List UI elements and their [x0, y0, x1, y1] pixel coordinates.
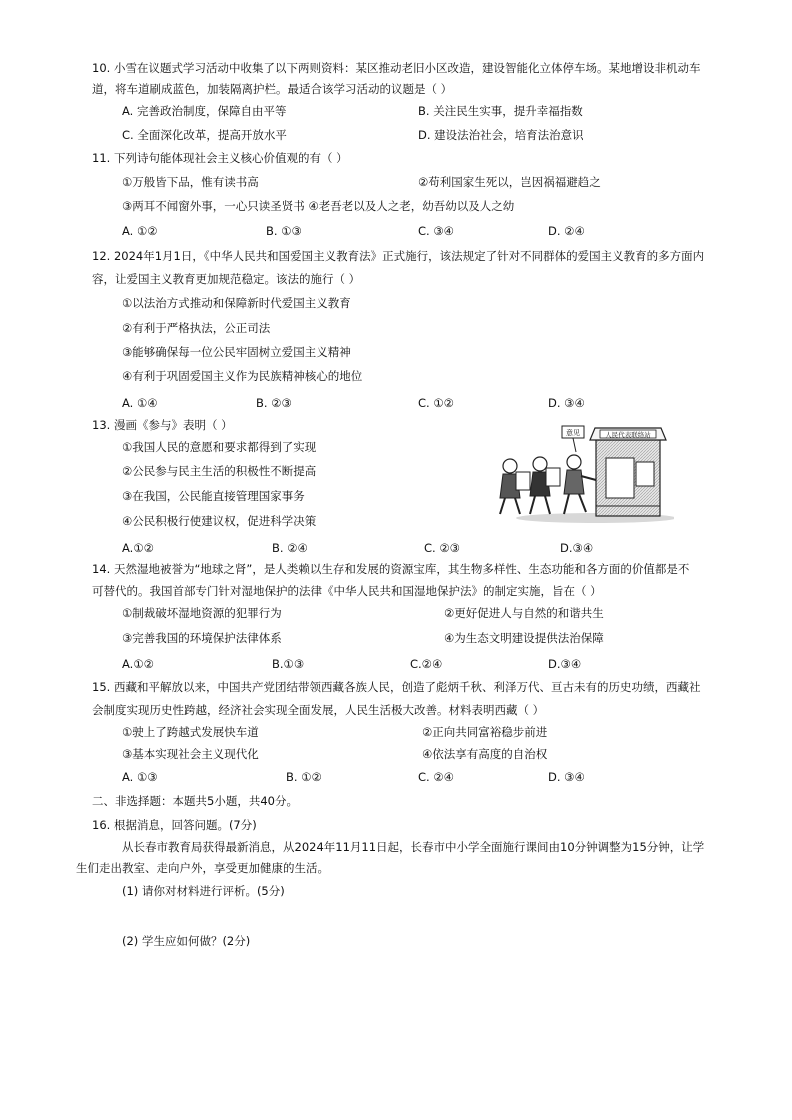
q12-option-d: D. ③④ — [548, 396, 585, 410]
liaison-station-building — [590, 428, 666, 516]
q10-stem-line1: 10. 小雪在议题式学习活动中收集了以下两则资料：某区推动老旧小区改造，建设智能化立体停车场。某地增设非机动车 — [92, 61, 701, 75]
person-icon — [530, 457, 560, 514]
person-icon — [564, 455, 596, 514]
q14-item-2: ②更好促进人与自然的和谐共生 — [444, 606, 604, 620]
q15-item-4: ④依法享有高度的自治权 — [422, 747, 548, 761]
q15-item-2: ②正向共同富裕稳步前进 — [422, 725, 548, 739]
building-roof-text: 人民代表联络站 — [605, 431, 651, 439]
q16-subquestion-1: (1) 请你对材料进行评析。(5分) — [122, 884, 285, 898]
q13-cartoon-image — [496, 414, 674, 526]
q14-stem-line2: 可替代的。我国首部专门针对湿地保护的法律《中华人民共和国湿地保护法》的制定实施，旨在（ ） — [92, 584, 602, 598]
q10-option-d: D. 建设法治社会，培育法治意识 — [418, 128, 584, 142]
q13-option-d: D.③④ — [560, 541, 594, 555]
person-icon — [500, 459, 530, 514]
q14-stem-line1: 14. 天然湿地被誉为“地球之肾”，是人类赖以生存和发展的资源宝库，其生物多样性、生态功能和各方面的价值都是不 — [92, 562, 690, 576]
q10-stem-line2: 道，将车道刷成蓝色，加装隔离护栏。最适合该学习活动的议题是（ ） — [92, 82, 453, 96]
q14-item-3: ③完善我国的环境保护法律体系 — [122, 631, 282, 645]
q16-subquestion-2: (2) 学生应如何做？(2分) — [122, 934, 251, 948]
q12-item-4: ④有利于巩固爱国主义作为民族精神核心的地位 — [122, 369, 363, 383]
q11-option-b: B. ①③ — [266, 224, 302, 238]
q13-item-2: ②公民参与民主生活的积极性不断提高 — [122, 464, 317, 478]
q11-item-3-4: ③两耳不闻窗外事，一心只读圣贤书 ④老吾老以及人之老，幼吾幼以及人之幼 — [122, 199, 515, 213]
q11-item-1: ①万般皆下品，惟有读书高 — [122, 175, 259, 189]
q13-stem: 13. 漫画《参与》表明（ ） — [92, 418, 233, 432]
q14-option-b: B.①③ — [272, 657, 305, 671]
q15-option-a: A. ①③ — [122, 770, 158, 784]
q12-item-3: ③能够确保每一位公民牢固树立爱国主义精神 — [122, 345, 351, 359]
q12-item-2: ②有利于严格执法，公正司法 — [122, 321, 271, 335]
q15-item-1: ①驶上了跨越式发展快车道 — [122, 725, 259, 739]
q11-option-c: C. ③④ — [418, 224, 454, 238]
q14-item-4: ④为生态文明建设提供法治保障 — [444, 631, 604, 645]
q12-item-1: ①以法治方式推动和保障新时代爱国主义教育 — [122, 296, 351, 310]
q10-option-b: B. 关注民生实事，提升幸福指数 — [418, 104, 583, 118]
q15-stem-line2: 会制度实现历史性跨越，经济社会实现全面发展，人民生活极大改善。材料表明西藏（ ） — [92, 703, 545, 717]
q15-option-b: B. ①② — [286, 770, 322, 784]
section-heading: 二、非选择题：本题共5小题，共40分。 — [92, 794, 298, 808]
q12-stem-line1: 12. 2024年1月1日，《中华人民共和国爱国主义教育法》正式施行，该法规定了针对不同群体的爱国主义教育的多方面内 — [92, 249, 705, 263]
q15-stem-line1: 15. 西藏和平解放以来，中国共产党团结带领西藏各族人民，创造了彪炳千秋、利泽万代、亘古未有的历史功绩，西藏社 — [92, 680, 701, 694]
q15-option-c: C. ②④ — [418, 770, 454, 784]
q16-material-line2: 生们走出教室、走向户外，享受更加健康的生活。 — [76, 861, 329, 875]
sign-icon — [562, 426, 584, 452]
q14-option-a: A.①② — [122, 657, 154, 671]
q13-item-4: ④公民积极行使建议权，促进科学决策 — [122, 514, 317, 528]
q10-option-a: A. 完善政治制度，保障自由平等 — [122, 104, 287, 118]
q12-option-a: A. ①④ — [122, 396, 158, 410]
q10-option-c: C. 全面深化改革，提高开放水平 — [122, 128, 287, 142]
q13-option-b: B. ②④ — [272, 541, 308, 555]
q13-option-a: A.①② — [122, 541, 154, 555]
sign-text: 意见 — [566, 429, 580, 437]
q11-option-d: D. ②④ — [548, 224, 585, 238]
q13-item-1: ①我国人民的意愿和要求都得到了实现 — [122, 440, 317, 454]
q11-stem: 11. 下列诗句能体现社会主义核心价值观的有（ ） — [92, 151, 348, 165]
q14-item-1: ①制裁破坏湿地资源的犯罪行为 — [122, 606, 282, 620]
q14-option-d: D.③④ — [548, 657, 582, 671]
q15-item-3: ③基本实现社会主义现代化 — [122, 747, 259, 761]
q16-stem: 16. 根据消息，回答问题。(7分) — [92, 818, 257, 832]
q12-option-b: B. ②③ — [256, 396, 292, 410]
q12-option-c: C. ①② — [418, 396, 454, 410]
q16-material-line1: 从长春市教育局获得最新消息，从2024年11月11日起，长春市中小学全面施行课间由10分钟调整为15分钟，让学 — [122, 840, 705, 854]
q12-stem-line2: 容，让爱国主义教育更加规范稳定。该法的施行（ ） — [92, 272, 361, 286]
q13-option-c: C. ②③ — [424, 541, 460, 555]
q13-item-3: ③在我国，公民能直接管理国家事务 — [122, 489, 305, 503]
q14-option-c: C.②④ — [410, 657, 443, 671]
q11-item-2: ②苟利国家生死以，岂因祸福避趋之 — [418, 175, 601, 189]
q15-option-d: D. ③④ — [548, 770, 585, 784]
q11-option-a: A. ①② — [122, 224, 158, 238]
